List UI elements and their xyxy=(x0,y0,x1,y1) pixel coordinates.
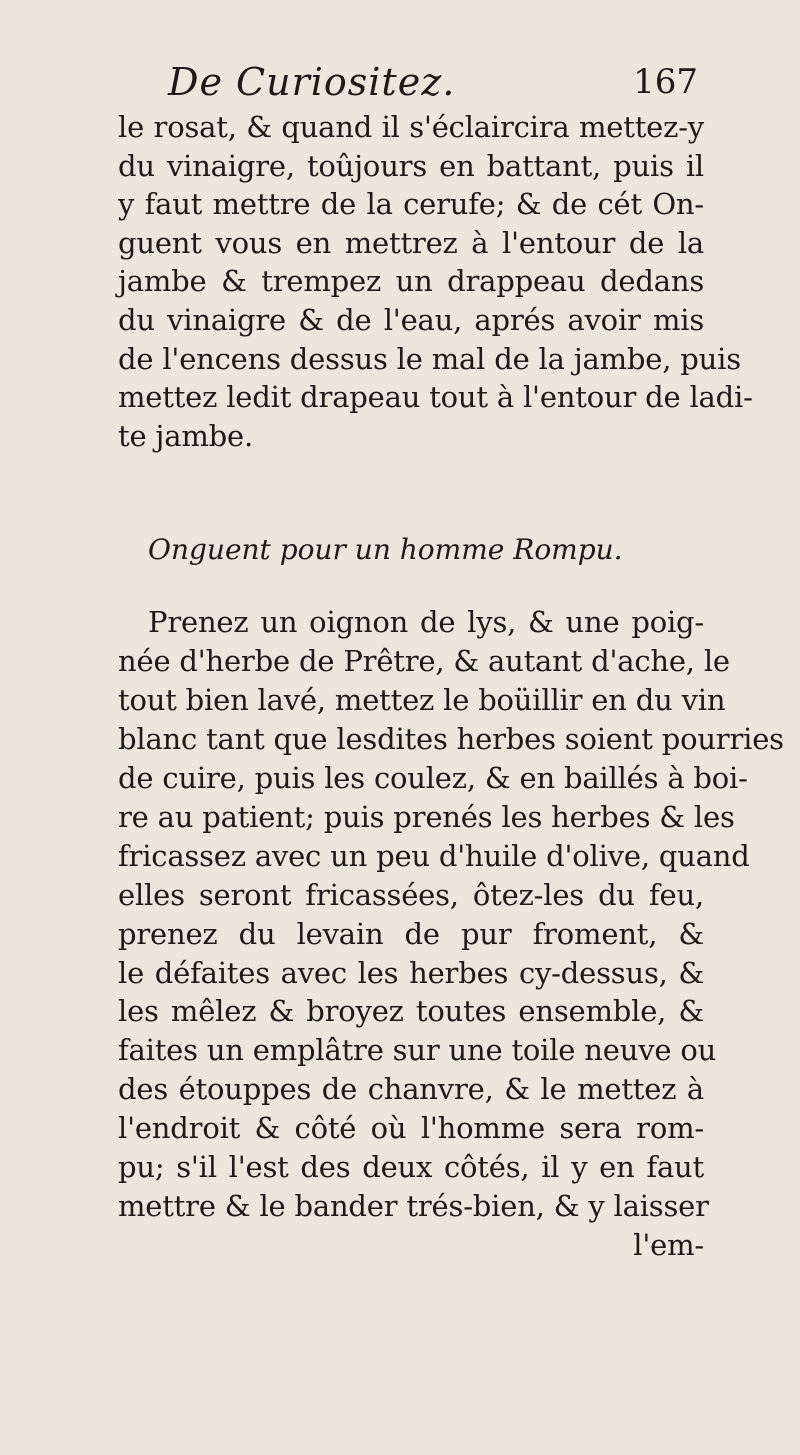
text-line: te jambe. xyxy=(118,418,253,453)
text-line: de l'encens dessus le mal de la jambe, puis xyxy=(118,341,741,376)
text-line: mettez ledit drapeau tout à l'entour de ladi- xyxy=(118,380,753,415)
text-line: faites un emplâtre sur une toile neuve ou xyxy=(118,1033,717,1068)
text-line: de cuire, puis les coulez, & en baillés à boi- xyxy=(118,760,748,795)
text-line: re au patient; puis prenés les herbes & les xyxy=(118,799,735,834)
text-line: tout bien lavé, mettez le boüillir en du vin xyxy=(118,683,726,718)
text-line: née d'herbe de Prêtre, & autant d'ache, le xyxy=(118,644,730,679)
text-line: fricassez avec un peu d'huile d'olive, quand xyxy=(118,838,750,873)
running-title: De Curiositez. xyxy=(168,60,456,104)
text-line: les mêlez & broyez toutes ensemble, & xyxy=(118,994,704,1029)
running-head xyxy=(118,60,704,104)
text-line: y faut mettre de la cerufe; & de cét On- xyxy=(118,187,704,222)
text-line: mettre & le bander trés-bien, & y laisser xyxy=(118,1188,709,1223)
text-line: jambe & trempez un drappeau dedans xyxy=(118,264,704,299)
section-title: Onguent pour un homme Rompu. xyxy=(148,533,623,567)
text-line: du vinaigre, toûjours en battant, puis il xyxy=(118,148,704,183)
paragraph-continued xyxy=(118,108,753,455)
text-line: le défaites avec les herbes cy-dessus, & xyxy=(118,955,704,990)
catchword: l'em- xyxy=(633,1227,704,1262)
text-line: prenez du levain de pur froment, & xyxy=(118,916,704,951)
text-line: guent vous en mettrez à l'entour de la xyxy=(118,225,704,260)
text-line: elles seront fricassées, ôtez-les du feu, xyxy=(118,877,704,912)
text-line: du vinaigre & de l'eau, aprés avoir mis xyxy=(118,302,704,337)
text-line: Prenez un oignon de lys, & une poig- xyxy=(148,605,704,640)
paragraph-recipe xyxy=(118,603,784,1264)
text-line: blanc tant que lesdites herbes soient pourries xyxy=(118,722,784,757)
text-line: pu; s'il l'est des deux côtés, il y en faut xyxy=(118,1150,704,1185)
page-number: 167 xyxy=(633,62,698,102)
text-line: des étouppes de chanvre, & le mettez à xyxy=(118,1072,704,1107)
text-line: l'endroit & côté où l'homme sera rom- xyxy=(118,1111,704,1146)
text-line: le rosat, & quand il s'éclaircira mettez-y xyxy=(118,110,704,144)
